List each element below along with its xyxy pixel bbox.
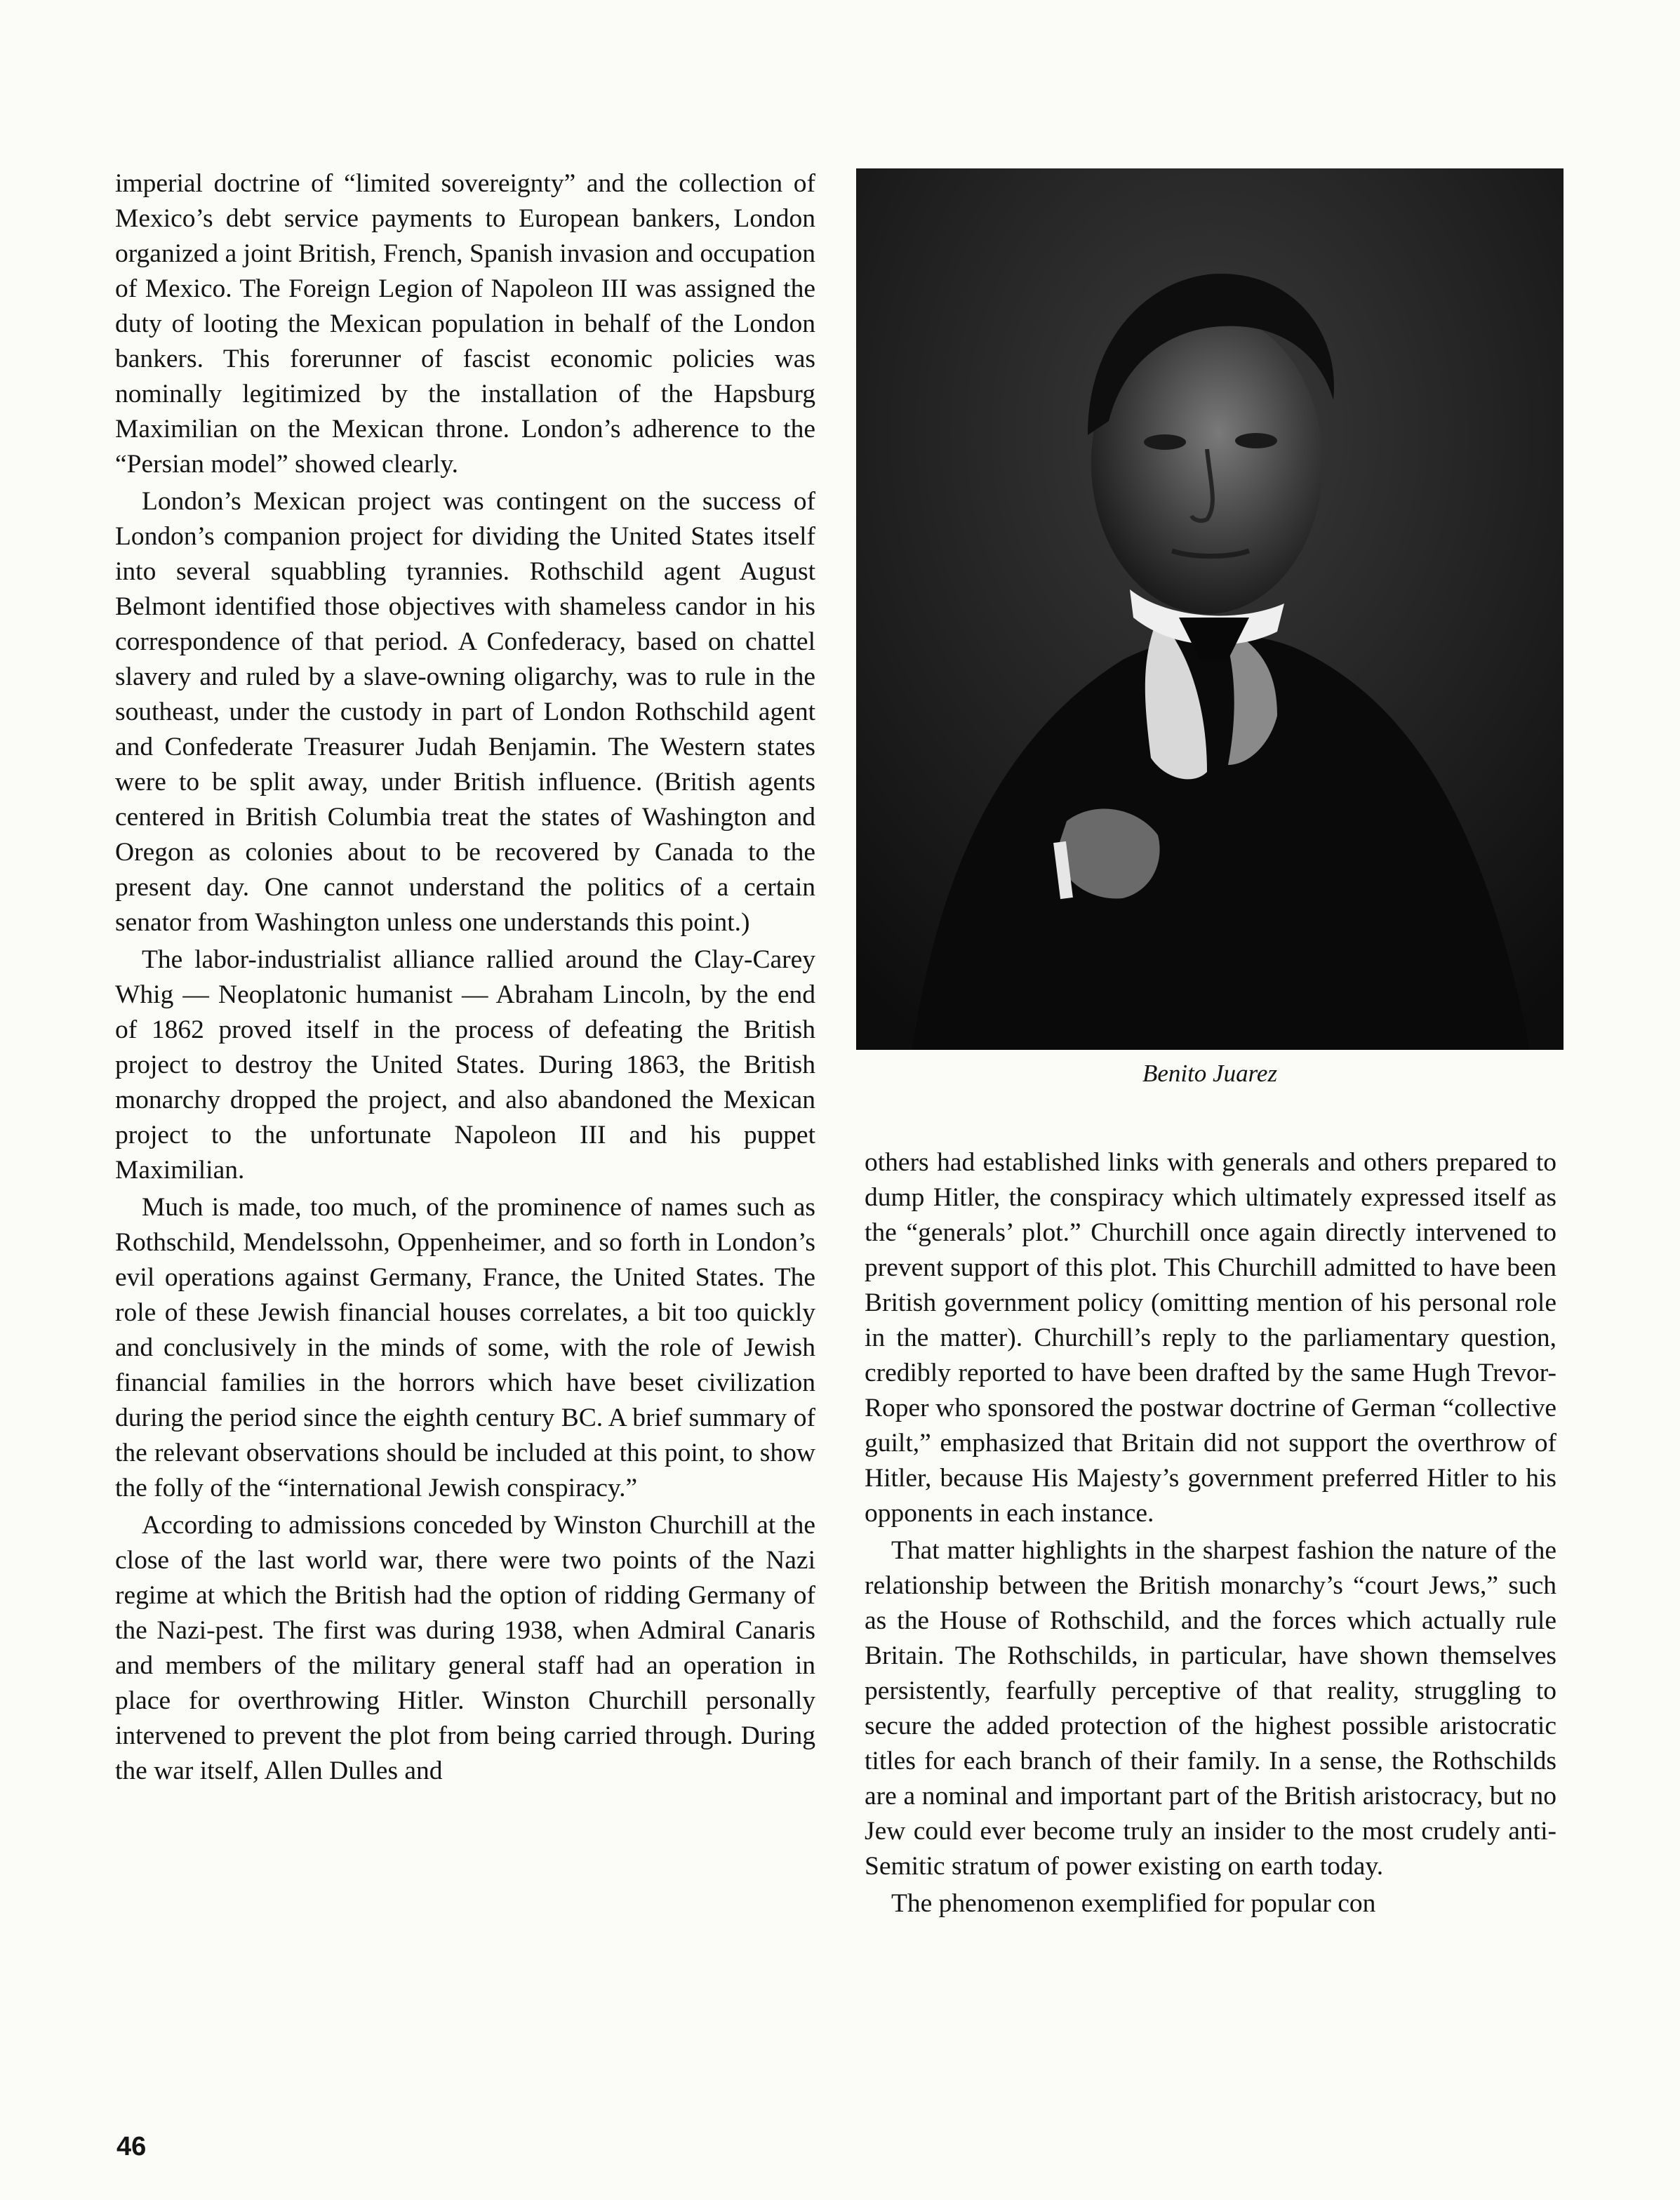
- paragraph: According to admissions conceded by Winston Churchill at the close of the last world war, there were two points of the Nazi regime at which the British had the option of ridding Germany of the Nazi-pest. The first was during 1938, when Admiral Canaris and members of the military general staff had an operation in place for overthrowing Hitler. Winston Churchill personally intervened to prevent the plot from being carried through. During the war itself, Allen Dulles and: [115, 1511, 815, 1785]
- paragraph: That matter highlights in the sharpest fashion the nature of the relationship between the British monarchy’s “court Jews,” such as the House of Rothschild, and the forces which actually rule Britain. The Rothschilds, in particular, have shown themselves persistently, fearfully perceptive of that reality, struggling to secure the added protection of the highest possible aristocratic titles for each branch of their family. In a sense, the Rothschilds are a nominal and important part of the British aristocracy, but no Jew could ever become truly an insider to the most crudely anti-Semitic stratum of power existing on earth today.: [865, 1536, 1556, 1881]
- page-number: 46: [116, 2132, 147, 2161]
- portrait-illustration: [856, 168, 1564, 1050]
- portrait-photo: [856, 168, 1564, 1050]
- paragraph: The labor-industrialist alliance rallied around the Clay-Carey Whig — Neoplatonic humanist — Abraham Lincoln, by the end of 1862 proved itself in the process of defeating the British project to destroy the United States. During 1863, the British monarchy dropped the project, and also abandoned the Mexican project to the unfortunate Napoleon III and his puppet Maximilian.: [115, 945, 815, 1185]
- paragraph: London’s Mexican project was contingent on the success of London’s companion project for dividing the United States itself into several squabbling tyrannies. Rothschild agent August Belmont identified those objectives with shameless candor in his correspondence of that period. A Confederacy, based on chattel slavery and ruled by a slave-owning oligarchy, was to rule in the southeast, under the custody in part of London Rothschild agent and Confederate Treasurer Judah Benjamin. The Western states were to be split away, under British influence. (British agents centered in British Columbia treat the states of Washington and Oregon as colonies about to be recovered by Canada to the present day. One cannot understand the politics of a certain senator from Washington unless one understands this point.): [115, 487, 815, 937]
- left-text-column: [115, 166, 815, 1791]
- photo-caption: Benito Juarez: [1142, 1060, 1278, 1087]
- paragraph: others had established links with generals and others prepared to dump Hitler, the conspiracy which ultimately expressed itself as the “generals’ plot.” Churchill once again directly intervened to prevent support of this plot. This Churchill admitted to have been British government policy (omitting mention of his personal role in the matter). Churchill’s reply to the parliamentary question, credibly reported to have been drafted by the same Hugh Trevor-Roper who sponsored the postwar doctrine of German “collective guilt,” emphasized that Britain did not support the overthrow of Hitler, because His Majesty’s government preferred Hitler to his opponents in each instance.: [865, 1148, 1556, 1528]
- paragraph: Much is made, too much, of the prominence of names such as Rothschild, Mendelssohn, Oppenheimer, and so forth in London’s evil operations against Germany, France, the United States. The role of these Jewish financial houses correlates, a bit too quickly and conclusively in the minds of some, with the role of Jewish financial families in the horrors which have beset civilization during the period since the eighth century BC. A brief summary of the relevant observations should be included at this point, to show the folly of the “international Jewish conspiracy.”: [115, 1193, 815, 1502]
- right-text-column: [865, 1145, 1556, 1924]
- paragraph: The phenomenon exemplified for popular con: [891, 1889, 1376, 1918]
- paragraph: imperial doctrine of “limited sovereignty” and the collection of Mexico’s debt service payments to European bankers, London organized a joint British, French, Spanish invasion and occupation of Mexico. The Foreign Legion of Napoleon III was assigned the duty of looting the Mexican population in behalf of the London bankers. This forerunner of fascist economic policies was nominally legitimized by the installation of the Hapsburg Maximilian on the Mexican throne. London’s adherence to the “Persian model” showed clearly.: [115, 169, 815, 479]
